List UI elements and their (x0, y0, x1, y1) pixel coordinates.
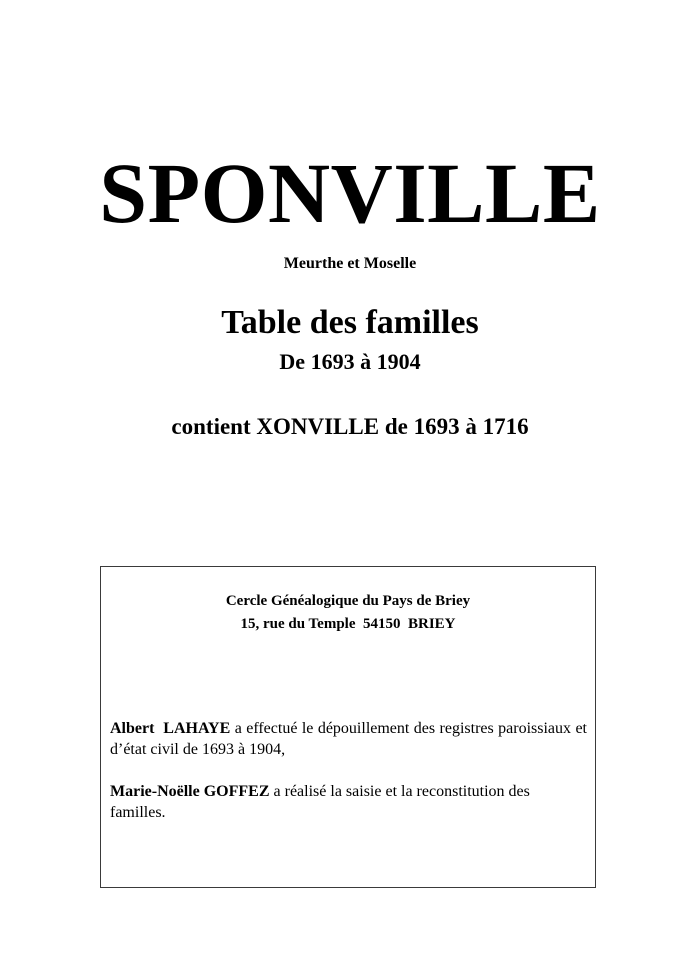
document-region-subtitle: Meurthe et Moselle (283, 255, 417, 272)
document-date-range: De 1693 à 1904 (279, 349, 421, 374)
contributor-role-text: a effectué le dépouillement des registres paroissiaux et d’état civil de 1693 à 1904, (110, 720, 587, 759)
page-title: SPONVILLE (99, 145, 601, 241)
organization-block (101, 567, 595, 632)
credit-entry (110, 781, 587, 823)
organization-name: Cercle Généalogique du Pays de Briey (225, 593, 471, 609)
credit-entry (110, 718, 587, 760)
contributor-name: Albert LAHAYE (110, 720, 231, 737)
contributor-role-text: a réalisé la saisie et la reconstitution des familles. (110, 783, 530, 822)
organization-address: 15, rue du Temple 54150 BRIEY (240, 616, 456, 632)
document-subtitle: Table des familles (221, 304, 479, 341)
document-scope-note: contient XONVILLE de 1693 à 1716 (171, 414, 529, 439)
contributor-name: Marie-Noëlle GOFFEZ (110, 783, 270, 801)
credits-box (100, 566, 596, 888)
credit-paragraphs (101, 718, 595, 823)
title-block (0, 145, 700, 439)
